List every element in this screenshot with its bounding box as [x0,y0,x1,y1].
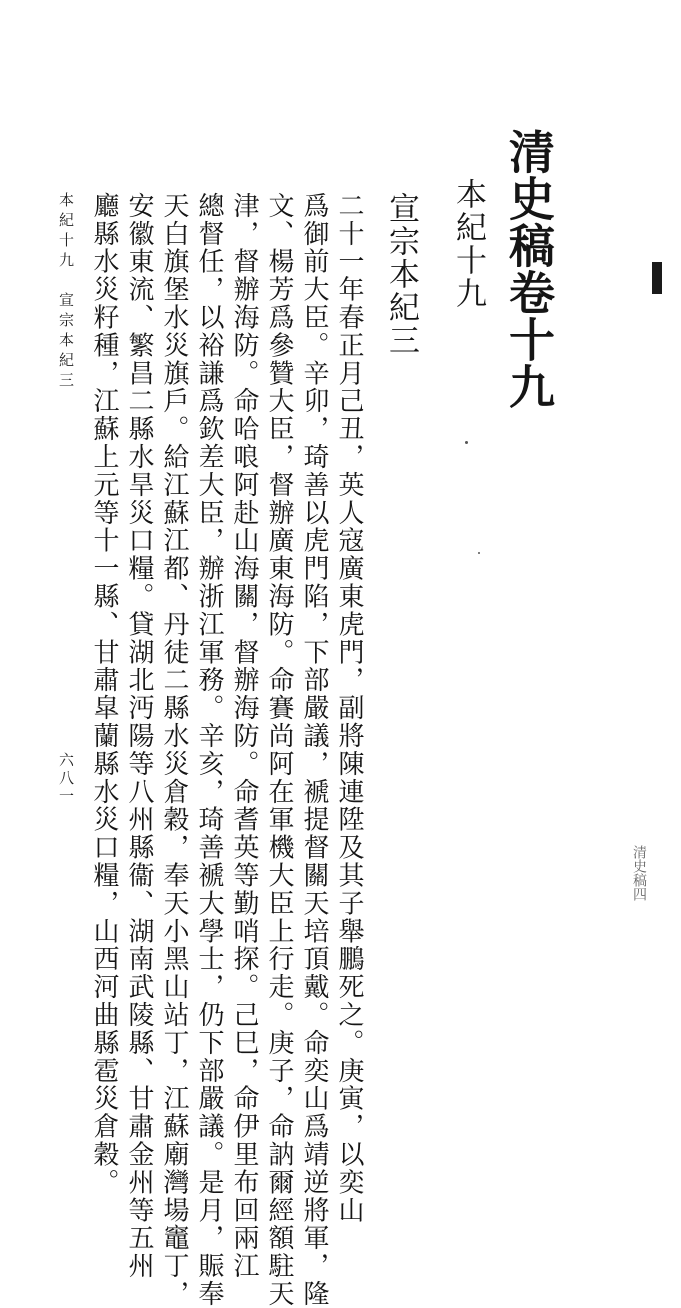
body-column-4: 津，督辦海防。命哈哴阿赴山海關，督辦海防。命耆英等勤哨探。己巳，命伊里布回兩江 [229,192,259,1281]
page-number: 六八一 [57,752,75,806]
margin-running-title: 本紀十九 宣宗本紀三 [57,192,75,392]
book-title: 清史稿卷十九 [502,128,556,410]
body-column-1: 二十一年春正月己丑，英人寇廣東虎門，副將陳連陞及其子舉鵬死之。庚寅，以奕山 [334,192,364,1225]
chapter-title: 本紀十九 [450,178,486,310]
ink-speck [465,441,468,444]
library-stamp: 清史稿四 [631,845,647,901]
body-column-8: 廳縣水災籽種，江蘇上元等十一縣、甘肅皐蘭縣水災口糧，山西河曲縣雹災倉穀。 [89,192,119,1197]
body-column-5: 總督任，以裕謙爲欽差大臣，辦浙江軍務。辛亥，琦善褫大學士，仍下部嚴議。是月，賑奉 [194,192,224,1308]
section-title: 宣宗本紀三 [383,192,419,357]
page-edge-mark [652,262,662,294]
body-column-6: 天白旗堡水災旗戶。給江蘇江都、丹徒二縣水災倉穀，奉天小黑山站丁，江蘇廟灣場竈丁， [159,192,189,1308]
body-column-7: 安徽東流、繁昌二縣水旱災口糧。貸湖北沔陽等八州縣衞、湖南武陵縣、甘肅金州等五州 [124,192,154,1281]
body-column-2: 爲御前大臣。辛卯，琦善以虎門陷，下部嚴議，褫提督關天培頂戴。命奕山爲靖逆將軍，隆 [299,192,329,1308]
ink-speck [478,552,480,554]
body-column-3: 文、楊芳爲參贊大臣，督辦廣東海防。命賽尚阿在軍機大臣上行走。庚子，命訥爾經額駐天 [264,192,294,1308]
